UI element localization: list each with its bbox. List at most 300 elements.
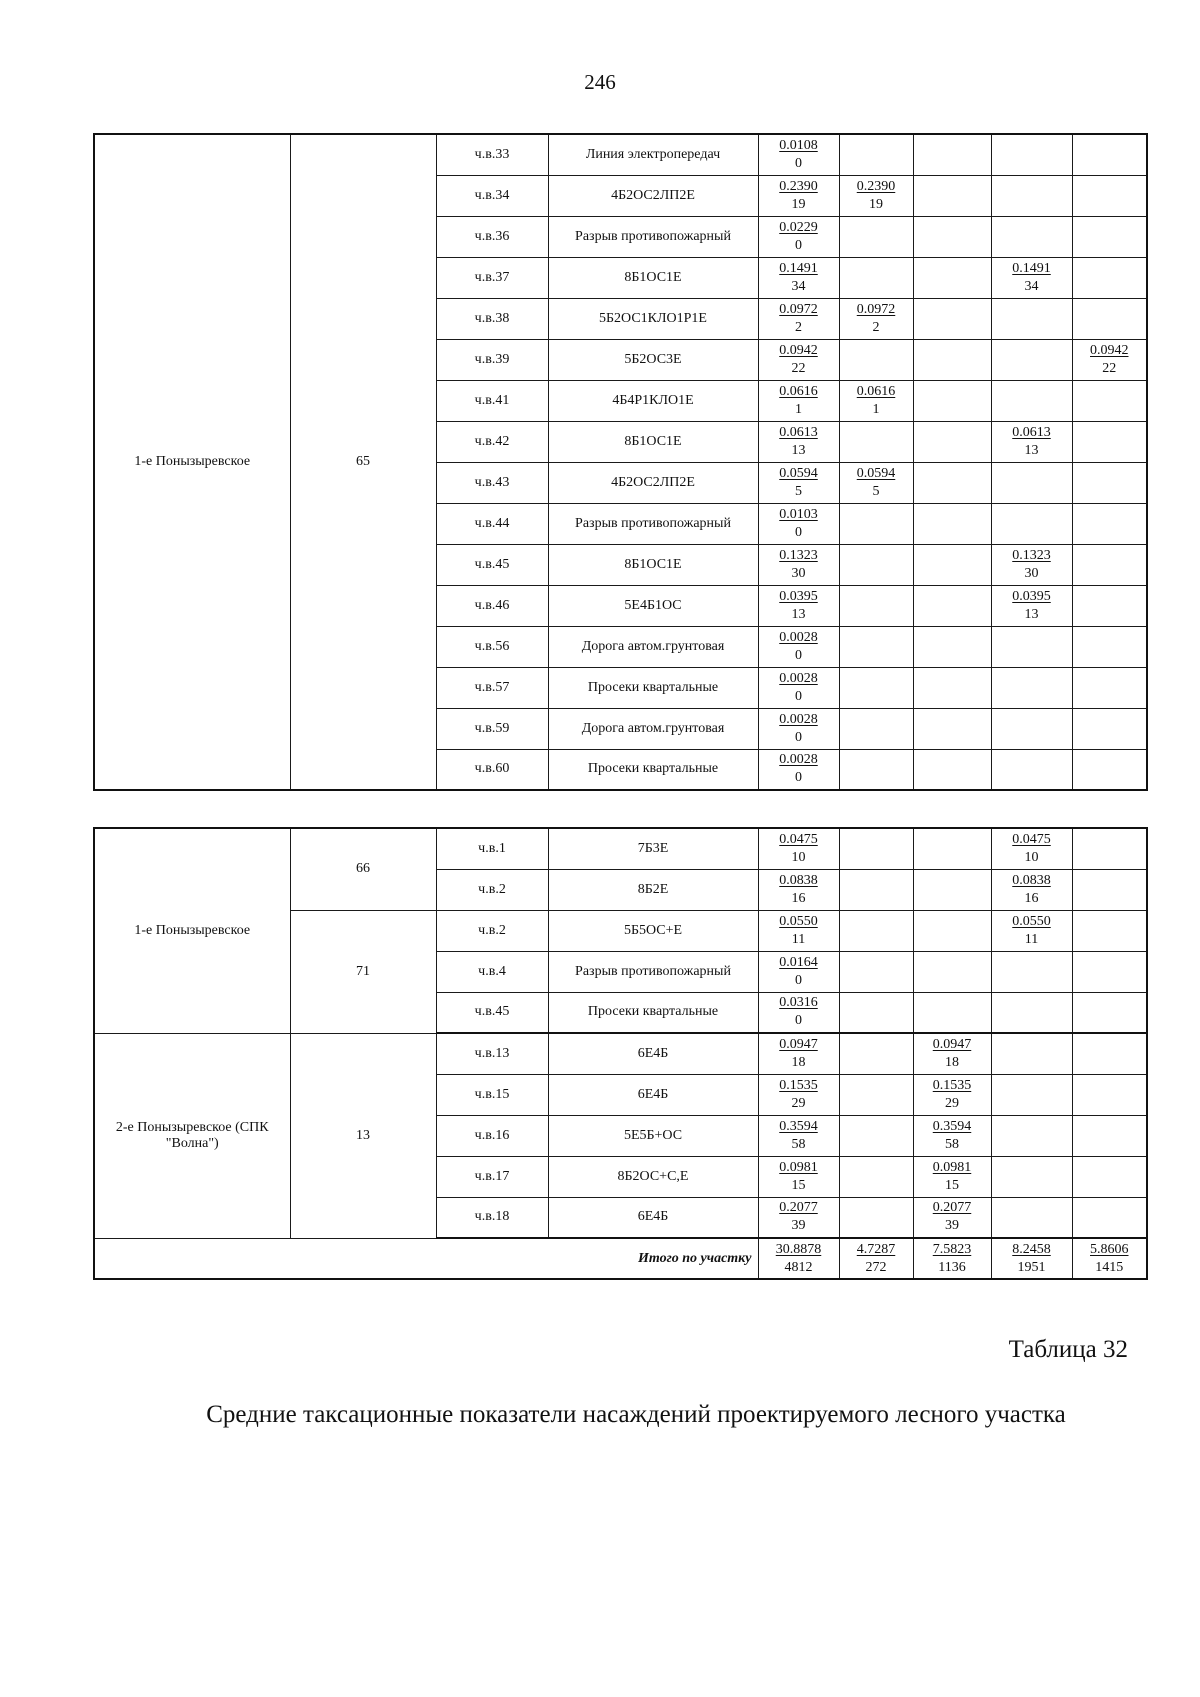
area-value: 7.5823 [932, 1241, 972, 1257]
value-cell-4 [991, 626, 1072, 667]
composition-cell [548, 749, 758, 790]
value-cell-3 [913, 339, 991, 380]
composition-cell-text: 8Б2Е [637, 881, 669, 897]
value-cell-5 [1072, 828, 1147, 869]
value-cell-4 [991, 749, 1072, 790]
area-value: 0.0103 [779, 506, 818, 522]
composition-cell [548, 869, 758, 910]
plot-id-cell [436, 992, 548, 1033]
area-value: 0.0028 [779, 752, 818, 768]
composition-cell [548, 1074, 758, 1115]
composition-cell [548, 380, 758, 421]
fraction-value [857, 1241, 896, 1277]
area-value: 0.1323 [779, 547, 818, 563]
value-cell-4 [991, 380, 1072, 421]
area-value: 0.2077 [932, 1200, 972, 1216]
plot-id-cell-text: ч.в.13 [474, 1045, 510, 1061]
fraction-value [779, 1199, 818, 1235]
volume-value: 10 [1024, 849, 1039, 865]
area-value: 0.0475 [1012, 831, 1051, 847]
volume-value: 0 [795, 1013, 802, 1029]
volume-value: 0 [795, 524, 802, 540]
fraction-value [1012, 1241, 1051, 1277]
value-cell-1 [758, 1156, 839, 1197]
plot-id-cell-text: ч.в.37 [474, 269, 510, 285]
volume-value: 34 [791, 278, 806, 294]
value-cell-3 [913, 708, 991, 749]
plot-id-cell [436, 1074, 548, 1115]
value-cell-5 [1072, 910, 1147, 951]
fraction-value [779, 711, 818, 747]
volume-value: 16 [1024, 890, 1039, 906]
value-cell-2 [839, 503, 913, 544]
value-cell-3 [913, 298, 991, 339]
fraction-value [779, 751, 818, 787]
fraction-value [779, 954, 818, 990]
area-value: 0.1323 [1012, 547, 1051, 563]
plot-id-cell-text: ч.в.2 [478, 881, 506, 897]
area-value: 0.0616 [856, 383, 896, 399]
area-value: 0.0972 [779, 301, 818, 317]
plot-id-cell [436, 1115, 548, 1156]
value-cell-2 [839, 462, 913, 503]
composition-cell [548, 708, 758, 749]
area-value: 0.0395 [779, 588, 818, 604]
value-cell-1 [758, 951, 839, 992]
region-cell-text: 2-е Понызыревское (СПК "Волна") [115, 1119, 269, 1151]
composition-cell-text: 5Е4Б1ОС [624, 597, 682, 613]
value-cell-3 [913, 828, 991, 869]
value-cell-4 [991, 585, 1072, 626]
value-cell-5 [1072, 257, 1147, 298]
value-cell-2 [839, 585, 913, 626]
value-cell-3 [913, 134, 991, 175]
volume-value: 39 [945, 1218, 959, 1234]
value-cell-2 [839, 667, 913, 708]
quarter-cell-text: 65 [356, 454, 370, 469]
composition-cell [548, 828, 758, 869]
quarter-cell [290, 1033, 436, 1238]
value-cell-5 [1072, 667, 1147, 708]
volume-value: 2 [795, 319, 802, 335]
area-value: 0.3594 [932, 1118, 972, 1134]
region-cell [94, 1033, 290, 1238]
plot-id-cell [436, 298, 548, 339]
fraction-value [933, 1241, 972, 1277]
composition-cell [548, 585, 758, 626]
composition-cell-text: Просеки квартальные [587, 1004, 719, 1020]
volume-value: 1415 [1095, 1259, 1124, 1275]
value-cell-4 [991, 992, 1072, 1033]
value-cell-1 [758, 380, 839, 421]
composition-cell-text: Дорога автом.грунтовая [581, 720, 725, 736]
value-cell-2 [839, 175, 913, 216]
area-value: 0.0550 [779, 913, 818, 929]
quarter-cell-text: 71 [356, 963, 370, 979]
value-cell-4 [991, 462, 1072, 503]
value-cell-3 [913, 544, 991, 585]
value-cell-5 [1072, 951, 1147, 992]
composition-cell-text: Линия электропередач [585, 146, 721, 162]
area-value: 0.2390 [856, 178, 896, 194]
plot-id-cell-text: ч.в.45 [474, 1004, 510, 1020]
volume-value: 30 [791, 565, 806, 581]
composition-cell [548, 1156, 758, 1197]
value-cell-5 [1072, 1033, 1147, 1074]
value-cell-1 [758, 503, 839, 544]
value-cell-2 [839, 134, 913, 175]
plot-id-cell-text: ч.в.33 [474, 146, 510, 162]
value-cell-5 [1072, 339, 1147, 380]
composition-cell [548, 339, 758, 380]
plot-id-cell-text: ч.в.1 [478, 840, 506, 856]
plot-id-cell-text: ч.в.56 [474, 638, 510, 654]
volume-value: 30 [1024, 565, 1039, 581]
value-cell-2 [839, 749, 913, 790]
table-number-label: Таблица 32 [1008, 1336, 1128, 1363]
plot-id-cell-text: ч.в.2 [478, 922, 506, 938]
value-cell-1 [758, 257, 839, 298]
area-value: 0.0981 [779, 1159, 818, 1175]
plot-id-cell [436, 1156, 548, 1197]
fraction-value [857, 178, 896, 214]
fraction-value [1012, 260, 1051, 296]
plot-id-cell-text: ч.в.18 [474, 1209, 510, 1225]
area-value: 0.0981 [932, 1159, 972, 1175]
fraction-value [1012, 547, 1051, 583]
area-value: 8.2458 [1012, 1241, 1051, 1257]
plot-id-cell-text: ч.в.16 [474, 1127, 510, 1143]
value-cell-1 [758, 544, 839, 585]
fraction-value [779, 1159, 818, 1195]
value-cell-1 [758, 869, 839, 910]
composition-cell-text: 8Б1ОС1Е [624, 433, 682, 449]
composition-cell-text: 6Е4Б [637, 1045, 669, 1061]
volume-value: 58 [945, 1136, 959, 1152]
value-cell-3 [913, 1197, 991, 1238]
value-cell-4 [991, 1197, 1072, 1238]
composition-cell-text: Дорога автом.грунтовая [581, 638, 725, 654]
value-cell-5 [1072, 380, 1147, 421]
volume-value: 39 [791, 1218, 806, 1234]
volume-value: 5 [872, 483, 880, 499]
fraction-value [779, 260, 818, 296]
area-value: 4.7287 [856, 1241, 896, 1257]
value-cell-2 [839, 1197, 913, 1238]
volume-value: 1 [872, 401, 880, 417]
value-cell-2 [839, 544, 913, 585]
total-value-cell-2 [839, 1238, 913, 1279]
area-value: 5.8606 [1090, 1241, 1129, 1257]
value-cell-2 [839, 869, 913, 910]
composition-cell [548, 421, 758, 462]
value-cell-4 [991, 1156, 1072, 1197]
plot-id-cell [436, 257, 548, 298]
volume-value: 0 [795, 729, 802, 745]
area-value: 0.0838 [1012, 872, 1051, 888]
volume-value: 0 [795, 155, 802, 171]
area-value: 0.0972 [856, 301, 896, 317]
plot-id-cell-text: ч.в.57 [474, 679, 510, 695]
fraction-value [779, 383, 818, 419]
fraction-value [779, 670, 818, 706]
value-cell-4 [991, 708, 1072, 749]
area-value: 0.0942 [1090, 342, 1129, 358]
fraction-value [779, 1077, 818, 1113]
value-cell-1 [758, 992, 839, 1033]
fraction-value [779, 1118, 818, 1154]
plot-id-cell-text: ч.в.42 [474, 433, 510, 449]
value-cell-2 [839, 992, 913, 1033]
volume-value: 22 [791, 360, 806, 376]
fraction-value [779, 547, 818, 583]
value-cell-5 [1072, 216, 1147, 257]
plot-id-cell [436, 708, 548, 749]
volume-value: 4812 [784, 1259, 813, 1275]
total-value-cell-5 [1072, 1238, 1147, 1279]
forest-table-part-2 [93, 827, 1148, 1280]
value-cell-3 [913, 951, 991, 992]
plot-id-cell-text: ч.в.34 [474, 187, 510, 203]
value-cell-1 [758, 462, 839, 503]
volume-value: 19 [791, 196, 806, 212]
fraction-value [933, 1199, 972, 1235]
plot-id-cell [436, 585, 548, 626]
composition-cell [548, 175, 758, 216]
plot-id-cell [436, 667, 548, 708]
volume-value: 18 [945, 1054, 959, 1070]
plot-id-cell [436, 749, 548, 790]
forest-table-part-1 [93, 133, 1148, 791]
composition-cell [548, 1197, 758, 1238]
value-cell-5 [1072, 421, 1147, 462]
plot-id-cell-text: ч.в.4 [478, 963, 506, 979]
value-cell-2 [839, 339, 913, 380]
value-cell-4 [991, 175, 1072, 216]
composition-cell-text: Разрыв противопожарный [575, 515, 731, 531]
value-cell-5 [1072, 626, 1147, 667]
value-cell-1 [758, 626, 839, 667]
area-value: 30.8878 [775, 1241, 822, 1257]
value-cell-4 [991, 421, 1072, 462]
fraction-value [1090, 1241, 1129, 1277]
area-value: 0.0942 [779, 342, 818, 358]
value-cell-5 [1072, 749, 1147, 790]
area-value: 0.0395 [1012, 588, 1051, 604]
area-value: 0.0613 [779, 424, 818, 440]
area-value: 0.0316 [779, 995, 818, 1011]
area-value: 0.0616 [779, 383, 818, 399]
volume-value: 1 [795, 401, 802, 417]
composition-cell-text: Разрыв противопожарный [575, 963, 731, 979]
fraction-value [857, 301, 896, 337]
fraction-value [779, 1036, 818, 1072]
plot-id-cell [436, 869, 548, 910]
plot-id-cell-text: ч.в.15 [474, 1086, 510, 1102]
value-cell-1 [758, 910, 839, 951]
composition-cell-text: 7Б3Е [637, 840, 669, 856]
value-cell-1 [758, 1074, 839, 1115]
volume-value: 29 [945, 1095, 959, 1111]
value-cell-3 [913, 503, 991, 544]
value-cell-2 [839, 421, 913, 462]
value-cell-3 [913, 175, 991, 216]
value-cell-2 [839, 1156, 913, 1197]
table-row [94, 828, 1147, 869]
fraction-value [779, 913, 818, 949]
volume-value: 13 [791, 606, 806, 622]
value-cell-3 [913, 869, 991, 910]
composition-cell [548, 992, 758, 1033]
value-cell-4 [991, 503, 1072, 544]
composition-cell-text: Просеки квартальные [587, 679, 719, 695]
value-cell-3 [913, 910, 991, 951]
plot-id-cell-text: ч.в.38 [474, 310, 510, 326]
composition-cell-text: 5Б5ОС+Е [623, 922, 683, 938]
value-cell-1 [758, 134, 839, 175]
volume-value: 11 [1024, 931, 1039, 947]
area-value: 0.0947 [779, 1036, 818, 1052]
fraction-value [779, 588, 818, 624]
table-row [94, 134, 1147, 175]
volume-value: 18 [791, 1054, 806, 1070]
value-cell-5 [1072, 869, 1147, 910]
plot-id-cell [436, 910, 548, 951]
table-caption: Средние таксационные показатели насаждений проектируемого лесного участка [206, 1401, 1066, 1428]
composition-cell [548, 134, 758, 175]
composition-cell-text: 8Б1ОС1Е [624, 269, 682, 285]
fraction-value [779, 137, 818, 173]
area-value: 0.0550 [1012, 913, 1051, 929]
value-cell-3 [913, 992, 991, 1033]
plot-id-cell [436, 1197, 548, 1238]
page-number: 246 [584, 70, 616, 94]
area-value: 0.0838 [779, 872, 818, 888]
value-cell-4 [991, 257, 1072, 298]
value-cell-2 [839, 708, 913, 749]
value-cell-4 [991, 1033, 1072, 1074]
area-value: 0.1535 [932, 1077, 972, 1093]
plot-id-cell-text: ч.в.41 [474, 392, 510, 408]
composition-cell-text: 6Е4Б [637, 1086, 669, 1102]
value-cell-1 [758, 421, 839, 462]
composition-cell [548, 298, 758, 339]
value-cell-5 [1072, 585, 1147, 626]
volume-value: 1951 [1017, 1259, 1046, 1275]
value-cell-1 [758, 828, 839, 869]
plot-id-cell [436, 828, 548, 869]
value-cell-1 [758, 298, 839, 339]
composition-cell [548, 667, 758, 708]
volume-value: 2 [872, 319, 880, 335]
area-value: 0.0229 [779, 219, 818, 235]
plot-id-cell-text: ч.в.44 [474, 515, 510, 531]
value-cell-5 [1072, 1115, 1147, 1156]
volume-value: 272 [865, 1259, 887, 1275]
plot-id-cell [436, 1033, 548, 1074]
value-cell-4 [991, 951, 1072, 992]
quarter-cell [290, 134, 436, 790]
fraction-value [1012, 831, 1051, 867]
value-cell-1 [758, 175, 839, 216]
composition-cell-text: 4Б4Р1КЛО1Е [612, 392, 694, 408]
value-cell-3 [913, 380, 991, 421]
value-cell-4 [991, 1074, 1072, 1115]
composition-cell [548, 503, 758, 544]
value-cell-2 [839, 910, 913, 951]
quarter-cell-text: 66 [356, 861, 370, 877]
value-cell-2 [839, 1115, 913, 1156]
plot-id-cell [436, 175, 548, 216]
region-cell [94, 134, 290, 790]
volume-value: 16 [791, 890, 806, 906]
volume-value: 22 [1102, 360, 1117, 376]
value-cell-2 [839, 1033, 913, 1074]
plot-id-cell [436, 216, 548, 257]
value-cell-2 [839, 626, 913, 667]
fraction-value [779, 831, 818, 867]
area-value: 0.0108 [779, 137, 818, 153]
composition-cell [548, 910, 758, 951]
area-value: 0.0028 [779, 670, 818, 686]
composition-cell-text: 5Е5Б+ОС [623, 1127, 683, 1143]
composition-cell-text: Разрыв противопожарный [575, 228, 731, 244]
value-cell-3 [913, 1033, 991, 1074]
volume-value: 29 [791, 1095, 806, 1111]
quarter-cell [290, 910, 436, 1033]
fraction-value [779, 219, 818, 255]
volume-value: 0 [795, 770, 802, 786]
value-cell-1 [758, 339, 839, 380]
value-cell-4 [991, 216, 1072, 257]
plot-id-cell [436, 503, 548, 544]
value-cell-4 [991, 544, 1072, 585]
plot-id-cell-text: ч.в.43 [474, 474, 510, 490]
area-value: 0.0028 [779, 711, 818, 727]
plot-id-cell-text: ч.в.45 [474, 556, 510, 572]
composition-cell-text: 4Б2ОС2ЛП2Е [611, 187, 695, 203]
fraction-value [933, 1159, 972, 1195]
plot-id-cell [436, 421, 548, 462]
area-value: 0.1535 [779, 1077, 818, 1093]
total-label-cell-text: Итого по участку [637, 1250, 752, 1266]
region-cell-text: 1-е Понызыревское [134, 454, 251, 469]
area-value: 0.1491 [1012, 260, 1051, 276]
fraction-value [779, 424, 818, 460]
value-cell-1 [758, 216, 839, 257]
value-cell-2 [839, 380, 913, 421]
composition-cell-text: 5Б2ОС1КЛО1Р1Е [599, 310, 707, 326]
value-cell-5 [1072, 1156, 1147, 1197]
plot-id-cell-text: ч.в.36 [474, 228, 510, 244]
total-label-cell [94, 1238, 758, 1279]
fraction-value [779, 506, 818, 542]
area-value: 0.0475 [779, 831, 818, 847]
composition-cell [548, 1033, 758, 1074]
value-cell-4 [991, 1115, 1072, 1156]
quarter-cell [290, 828, 436, 910]
value-cell-3 [913, 626, 991, 667]
total-value-cell-4 [991, 1238, 1072, 1279]
fraction-value [776, 1241, 822, 1277]
composition-cell [548, 216, 758, 257]
fraction-value [857, 465, 896, 501]
fraction-value [1012, 872, 1051, 908]
composition-cell [548, 951, 758, 992]
value-cell-2 [839, 828, 913, 869]
value-cell-3 [913, 462, 991, 503]
value-cell-4 [991, 910, 1072, 951]
